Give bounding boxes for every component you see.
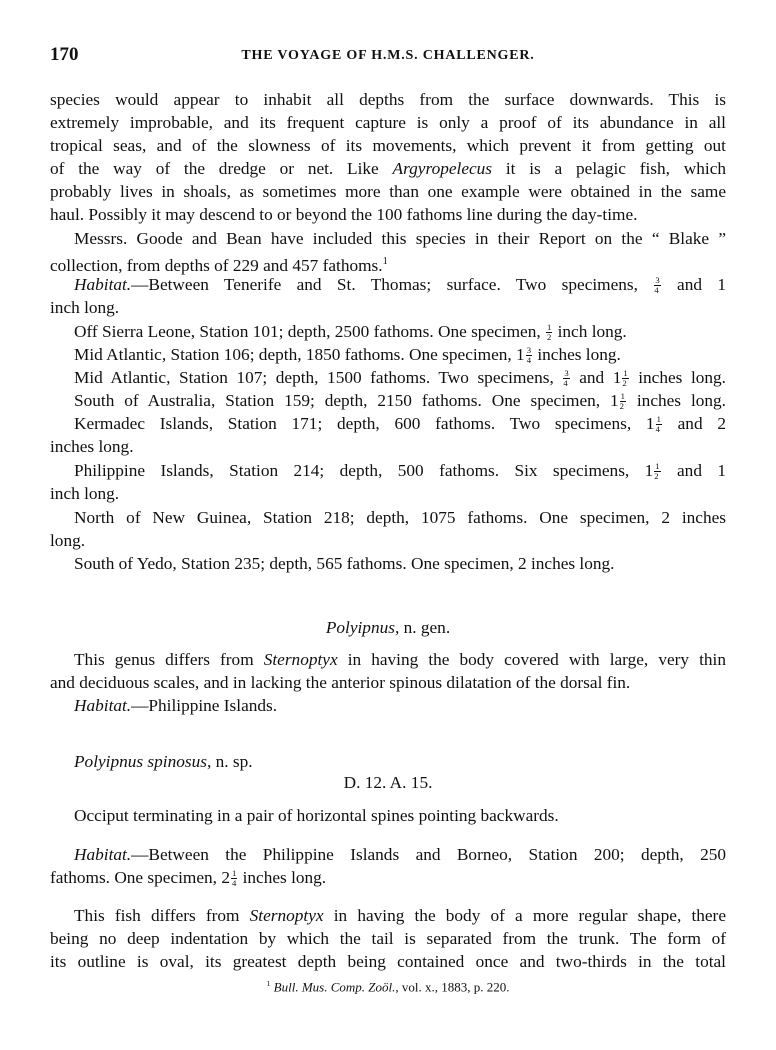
station-line: Kermadec Islands, Station 171; depth, 600 fathoms. Two specimens, 1 $\frac{1}{4}$ and 2 bbox=[74, 413, 726, 434]
fraction: $\frac{3}{4}$ bbox=[526, 344, 532, 365]
station-line: North of New Guinea, Station 218; depth, 1075 fathoms. One specimen, 2 inches bbox=[74, 508, 726, 527]
running-title: THE VOYAGE OF H.M.S. CHALLENGER. bbox=[241, 48, 535, 63]
fraction: $\frac{1}{2}$ bbox=[654, 460, 660, 481]
station-line: Mid Atlantic, Station 107; depth, 1500 fathoms. Two specimens, $\frac{3}{4}$ and 1 $\frac{1}{2}$ inches long. bbox=[74, 367, 726, 388]
station-line: Mid Atlantic, Station 106; depth, 1850 fathoms. One specimen, 1 $\frac{3}{4}$ inches long. bbox=[74, 344, 621, 365]
fraction: $\frac{1}{4}$ bbox=[231, 867, 237, 888]
text-line: haul. Possibly it may descend to or beyond the 100 fathoms line during the day-time. bbox=[50, 205, 638, 224]
text-line: inches long. bbox=[50, 437, 134, 456]
station-line: Philippine Islands, Station 214; depth, 500 fathoms. Six specimens, 1 $\frac{1}{2}$ and 1 bbox=[74, 460, 727, 481]
text-line: probably lives in shoals, as sometimes more than one example were obtained in the same bbox=[50, 182, 726, 201]
text-line: collection, from depths of 229 and 457 fathoms.$^1$ bbox=[50, 255, 388, 275]
text-line: This fish differs from Sternoptyx in having the body of a more regular shape, there bbox=[74, 906, 726, 925]
station-line: South of Australia, Station 159; depth, 2150 fathoms. One specimen, 1 $\frac{1}{2}$ inches long. bbox=[74, 390, 726, 411]
habitat-line: Habitat.—Between Tenerife and St. Thomas; surface. Two specimens, $\frac{3}{4}$ and 1 bbox=[74, 274, 727, 295]
page-header bbox=[50, 44, 726, 68]
text-line: Occiput terminating in a pair of horizontal spines pointing backwards. bbox=[74, 806, 559, 825]
footnote-marker: 1 bbox=[382, 256, 388, 267]
text-line: its outline is oval, its greatest depth being contained once and two-thirds in the total bbox=[50, 952, 726, 971]
habitat-line: Habitat.—Philippine Islands. bbox=[74, 696, 278, 715]
text-line: inch long. bbox=[50, 298, 120, 317]
text-line: and deciduous scales, and in lacking the anterior spinous dilatation of the dorsal fin. bbox=[50, 673, 631, 692]
habitat-line: Habitat.—Between the Philippine Islands and Borneo, Station 200; depth, 250 bbox=[74, 845, 726, 864]
genus-heading: Polyipnus, n. gen. bbox=[325, 618, 451, 637]
text-line: extremely improbable, and its frequent capture is only a proof of its abundance in all bbox=[50, 113, 726, 132]
station-line: Off Sierra Leone, Station 101; depth, 2500 fathoms. One specimen, $\frac{1}{2}$ inch long. bbox=[74, 321, 627, 342]
fraction: $\frac{1}{2}$ bbox=[619, 390, 625, 411]
fin-formula: D. 12. A. 15. bbox=[343, 773, 433, 792]
text-line: being no deep indentation by which the tail is separated from the trunk. The form of bbox=[50, 929, 726, 948]
text-line: Messrs. Goode and Bean have included this species in their Report on the “ Blake ” bbox=[74, 229, 726, 248]
fraction: $\frac{3}{4}$ bbox=[654, 274, 660, 295]
text-line: inch long. bbox=[50, 484, 120, 503]
text-line: fathoms. One specimen, 2 $\frac{1}{4}$ inches long. bbox=[50, 867, 327, 888]
fraction: $\frac{1}{2}$ bbox=[546, 321, 552, 342]
footnote: $^1$ Bull. Mus. Comp. Zoöl., vol. x., 1883, p. 220. bbox=[266, 979, 510, 995]
fraction: $\frac{1}{4}$ bbox=[655, 413, 661, 434]
text-line: species would appear to inhabit all depths from the surface downwards. This is bbox=[50, 90, 726, 109]
fraction: $\frac{1}{2}$ bbox=[622, 367, 628, 388]
species-heading: Polyipnus spinosus, n. sp. bbox=[74, 752, 253, 771]
fraction: $\frac{3}{4}$ bbox=[563, 367, 569, 388]
station-line: South of Yedo, Station 235; depth, 565 fathoms. One specimen, 2 inches long. bbox=[74, 554, 615, 573]
page-number: 170 bbox=[50, 44, 79, 65]
text-line: This genus differs from Sternoptyx in having the body covered with large, very thin bbox=[74, 650, 726, 669]
text-line: long. bbox=[50, 531, 86, 550]
text-line: tropical seas, and of the slowness of its movements, which prevent it from getting out bbox=[50, 136, 726, 155]
text-line: of the way of the dredge or net. Like Argyropelecus it is a pelagic fish, which bbox=[50, 159, 727, 178]
